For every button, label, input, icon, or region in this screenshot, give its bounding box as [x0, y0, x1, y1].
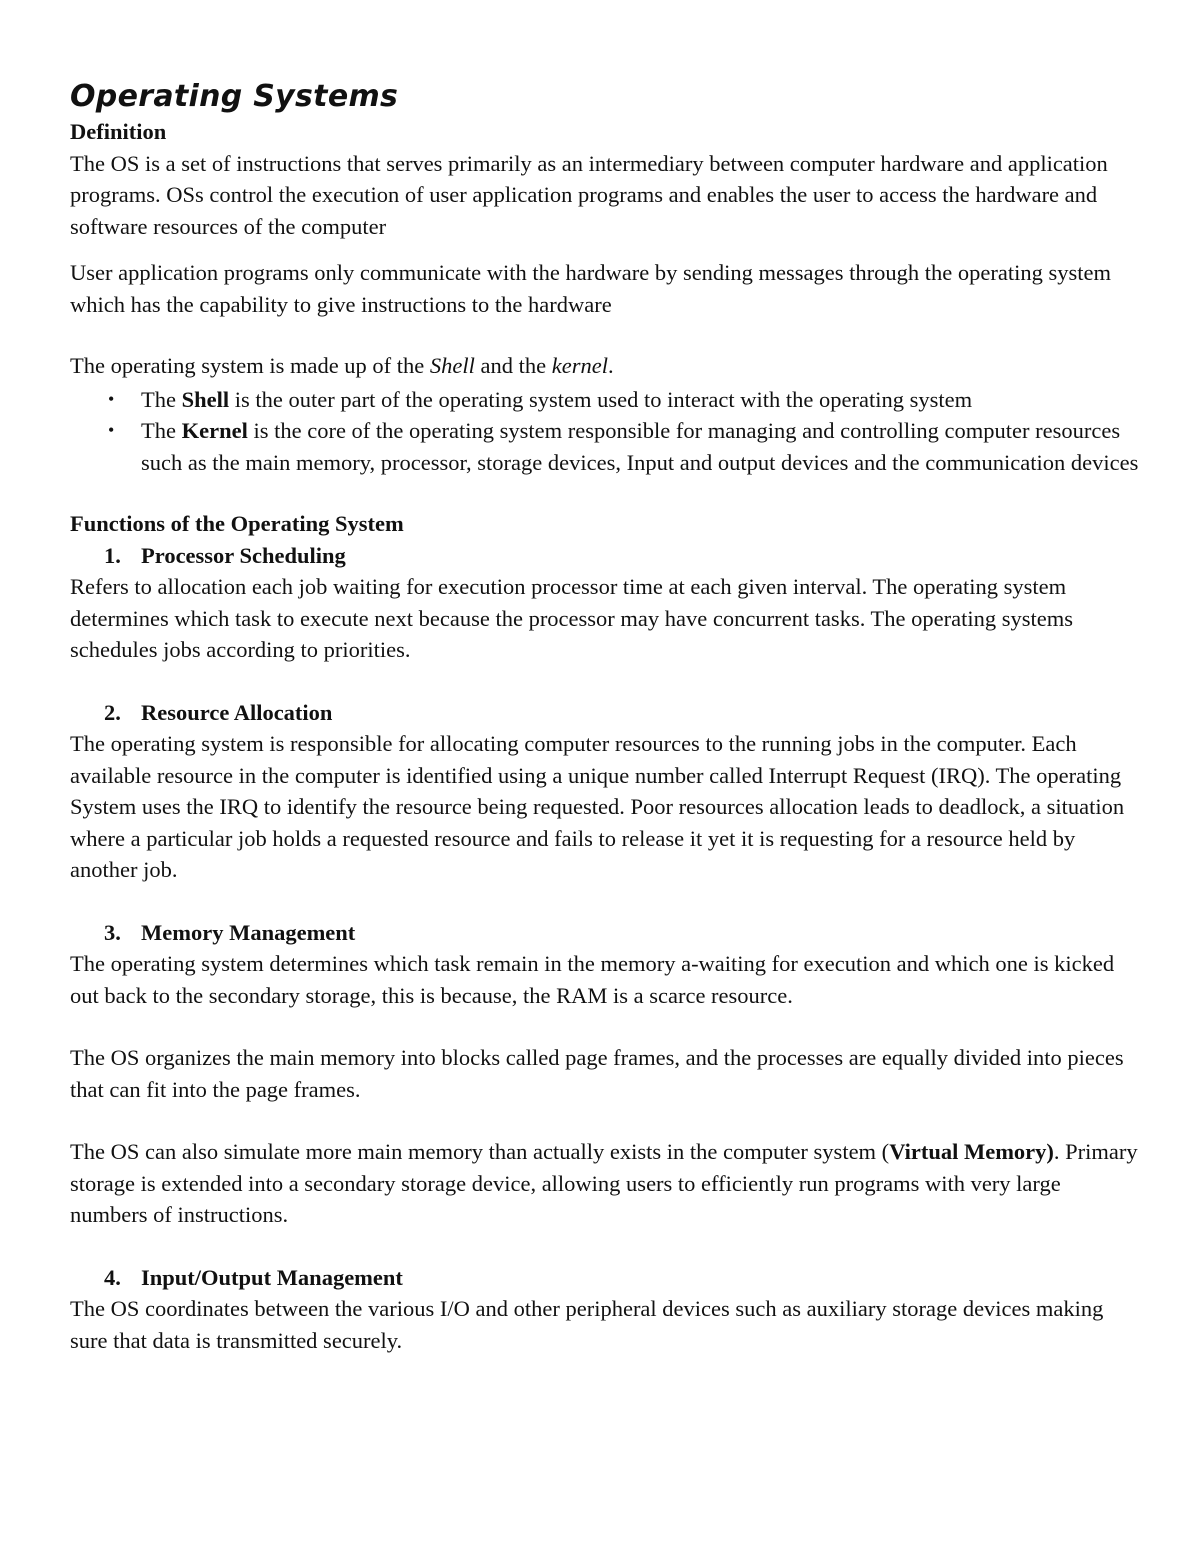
list-item-term: Shell [181, 386, 230, 412]
memory-management-paragraph-2: The OS organizes the main memory into blocks called page frames, and the processes are equally divided into pieces that can fit into the page frames. [70, 1045, 1124, 1102]
section-number: 4. [104, 1264, 121, 1290]
shell-kernel-list [70, 384, 1140, 479]
definition-paragraph-3-prefix: The operating system is made up of the [70, 353, 430, 378]
section-title: Input/Output Management [141, 1264, 403, 1290]
list-item-text: is the core of the operating system responsible for managing and controlling computer resources such as the main memory, processor, storage devices, Input and output devices and the communication devices [141, 418, 1139, 475]
list-item-kernel [70, 415, 1140, 478]
section-heading-resource-allocation [70, 697, 1140, 729]
list-item-term: Kernel [181, 418, 248, 443]
section-number: 3. [104, 919, 121, 945]
shell-term: Shell [429, 353, 475, 378]
list-item-text: is the outer part of the operating system used to interact with the operating system [229, 386, 973, 412]
section-heading-memory-management [70, 917, 1140, 949]
list-item-pre: The [141, 386, 182, 412]
section-heading-processor-scheduling [70, 540, 1140, 572]
bullet-icon: • [108, 388, 115, 409]
definition-paragraph-2: User application programs only communicate with the hardware by sending messages through the operating system which has the capability to give instructions to the hardware [70, 260, 1111, 317]
io-management-paragraph: The OS coordinates between the various I/O and other peripheral devices such as auxiliary storage devices making sure that data is transmitted securely. [70, 1296, 1104, 1353]
list-item-shell [70, 384, 1140, 416]
functions-heading: Functions of the Operating System [70, 511, 404, 536]
section-number: 1. [104, 542, 121, 568]
definition-heading: Definition [70, 119, 167, 144]
kernel-term: kernel [551, 353, 608, 378]
memory-management-paragraph-3 [70, 1136, 1140, 1231]
document-title: Operating Systems [70, 79, 399, 114]
definition-paragraph-3-mid: and the [474, 353, 552, 378]
virtual-memory-post: . Primary storage is extended into a secondary storage device, allowing users to efficiently run programs with very large numbers of instructions. [70, 1139, 1138, 1227]
definition-paragraph-1: The OS is a set of instructions that serves primarily as an intermediary between computer hardware and application programs. OSs control the execution of user application programs and enables the user to access the hardware and software resources of the computer [70, 150, 1108, 239]
resource-allocation-paragraph: The operating system is responsible for allocating computer resources to the running jobs in the computer. Each available resource in the computer is identified using a unique number called Interrupt Request (IRQ). The operating System uses the IRQ to identify the resource being requested. Poor resources allocation leads to deadlock, a situation where a particular job holds a requested resource and fails to release it yet it is requesting for a resource held by another job. [70, 731, 1125, 882]
section-heading-io-management [70, 1262, 1140, 1294]
section-title: Memory Management [141, 919, 356, 945]
virtual-memory-term: Virtual Memory) [889, 1139, 1054, 1164]
memory-management-paragraph-1: The operating system determines which task remain in the memory a-waiting for execution and which one is kicked out back to the secondary storage, this is because, the RAM is a scarce resource. [70, 951, 1115, 1008]
section-title: Processor Scheduling [141, 542, 346, 568]
list-item-pre: The [141, 418, 182, 443]
section-title: Resource Allocation [141, 699, 333, 725]
virtual-memory-pre: The OS can also simulate more main memory than actually exists in the computer system ( [70, 1139, 890, 1164]
definition-paragraph-3 [70, 350, 1140, 382]
definition-paragraph-3-suffix: . [608, 353, 614, 378]
document-page [70, 78, 1140, 1356]
processor-scheduling-paragraph: Refers to allocation each job waiting for execution processor time at each given interval. The operating system determines which task to execute next because the processor may have concurrent tasks. The operating systems schedules jobs according to priorities. [70, 574, 1073, 662]
bullet-icon: • [108, 420, 115, 440]
section-number: 2. [104, 699, 121, 725]
